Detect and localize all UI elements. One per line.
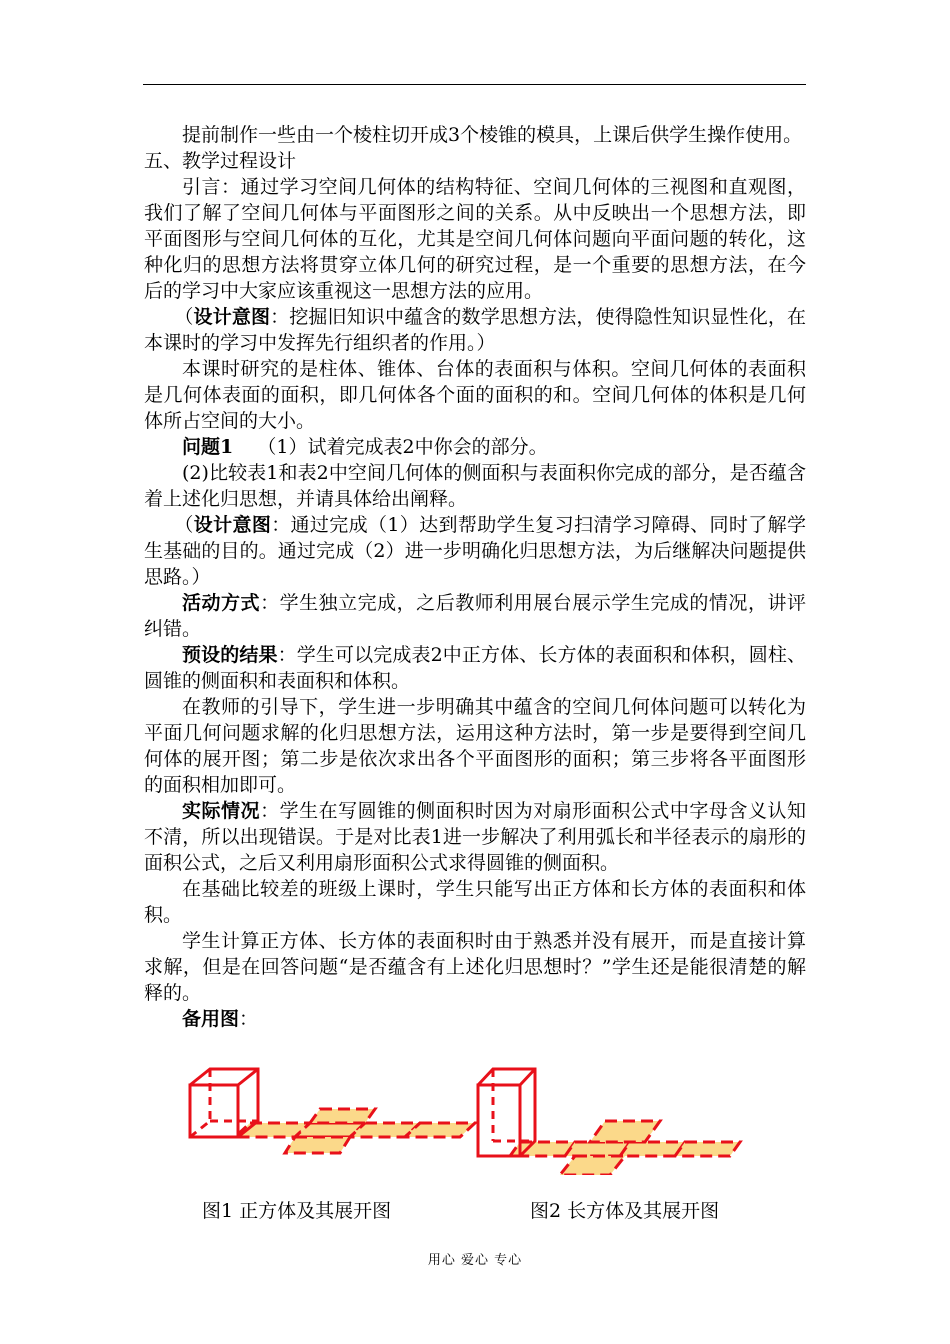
unfolding-figures [180,1065,780,1175]
paragraph-text: （1）试着完成表2中你会的部分。 [257,436,548,458]
bold-label: 实际情况 [182,800,261,822]
cuboid-net-figure [478,1069,740,1175]
paragraph-topic: 本课时研究的是柱体、锥体、台体的表面积与体积。空间几何体的表面积是几何体表面的面积，即几何体各个面的面积的和。空间几何体的体积是几何体所占空间的大小。 [144,358,806,432]
question-1-part-2: (2)比较表1和表2中空间几何体的侧面积与表面积你完成的部分，是否蕴含着上述化归思想，并请具体给出阐释。 [144,462,806,510]
paragraph-text: ：学生独立完成，之后教师利用展台展示学生完成的情况，讲评纠错。 [144,592,806,640]
bold-label: 问题1 [182,436,234,458]
net-face [560,1156,625,1175]
cuboid-front-face [478,1085,520,1156]
bold-label: 设计意图 [193,306,271,328]
paragraph-text: ：挖掘旧知识中蕴含的数学思想方法，使得隐性知识显性化，在本课时的学习中发挥先行组织者的作用。） [144,306,806,354]
bold-label: 预设的结果 [182,644,278,666]
activity-mode [144,590,806,642]
bold-label: 备用图 [182,1008,240,1030]
cube-net-figure [190,1069,475,1153]
paragraph-guidance: 在教师的引导下，学生进一步明确其中蕴含的空间几何体问题可以转化为平面几何问题求解的化归思想方法，运用这种方法时，第一步是要得到空间几何体的展开图；第二步是依次求出各个平面图形的面积；第三步将各平面图形的面积相加即可。 [144,696,806,796]
net-face [285,1137,350,1153]
net-face [590,1121,660,1142]
question-1 [144,434,806,460]
page-footer: 用心 爱心 专心 [427,1253,523,1268]
paragraph-text: ：学生在写圆锥的侧面积时因为对扇形面积公式中字母含义认知不清，所以出现错误。于是对比表1进一步解决了利用弧长和半径表示的扇形的面积公式，之后又利用扇形面积公式求得圆锥的侧面积。 [144,800,806,874]
paragraph-text: ：学生可以完成表2中正方体、长方体的表面积和体积，圆柱、圆锥的侧面积和表面积和体积。 [144,644,806,692]
net-face [310,1109,375,1123]
net-face [675,1142,740,1156]
bold-label: 活动方式 [182,592,261,614]
cube-edge [238,1069,258,1085]
design-intent-2: （设计意图：通过完成（1）达到帮助学生复习扫清学习障碍、同时了解学生基础的目的。通过完成（2）进一步明确化归思想方法，为后继解决问题提供思路。） [144,514,806,588]
section-heading: 五、教学过程设计 [144,150,297,172]
cube-front-face [190,1085,238,1137]
document-body [144,122,806,1032]
paragraph-text: ：通过完成（1）达到帮助学生复习扫清学习障碍、同时了解学生基础的目的。通过完成（2）进一步明确化归思想方法，为后继解决问题提供思路。） [144,514,806,588]
paragraph-intro: 引言：通过学习空间几何体的结构特征、空间几何体的三视图和直观图，我们了解了空间几何体与平面图形之间的关系。从中反映出一个思想方法，即平面图形与空间几何体的互化，尤其是空间几何体问题向平面问题的转化，这种化归的思想方法将贯穿立体几何的研究过程，是一个重要的思想方法，在今后的学习中大家应该重视这一思想方法的应用。 [144,176,806,302]
cuboid-edge [520,1069,535,1085]
paragraph-student-calc: 学生计算正方体、长方体的表面积时由于熟悉并没有展开，而是直接计算求解，但是在回答问题“是否蕴含有上述化归思想时？”学生还是能很清楚的解释的。 [144,930,806,1004]
paragraph-weak-class: 在基础比较差的班级上课时，学生只能写出正方体和长方体的表面积和体积。 [144,878,806,926]
cube-hidden-edge [190,1121,210,1137]
bold-label: 设计意图 [193,514,272,536]
paragraph-text: ： [239,1008,259,1030]
header-rule [143,84,806,85]
figure-1-caption: 图1 正方体及其展开图 [202,1200,392,1222]
design-intent-1: （设计意图：挖掘旧知识中蕴含的数学思想方法，使得隐性知识显性化，在本课时的学习中发挥先行组织者的作用。） [144,306,806,354]
actual-situation [144,798,806,876]
backup-figures-label [144,1006,806,1032]
expected-result [144,642,806,694]
figure-2-caption: 图2 长方体及其展开图 [530,1200,720,1222]
paragraph-prep: 提前制作一些由一个棱柱切开成3个棱锥的模具，上课后供学生操作使用。 [182,124,803,146]
